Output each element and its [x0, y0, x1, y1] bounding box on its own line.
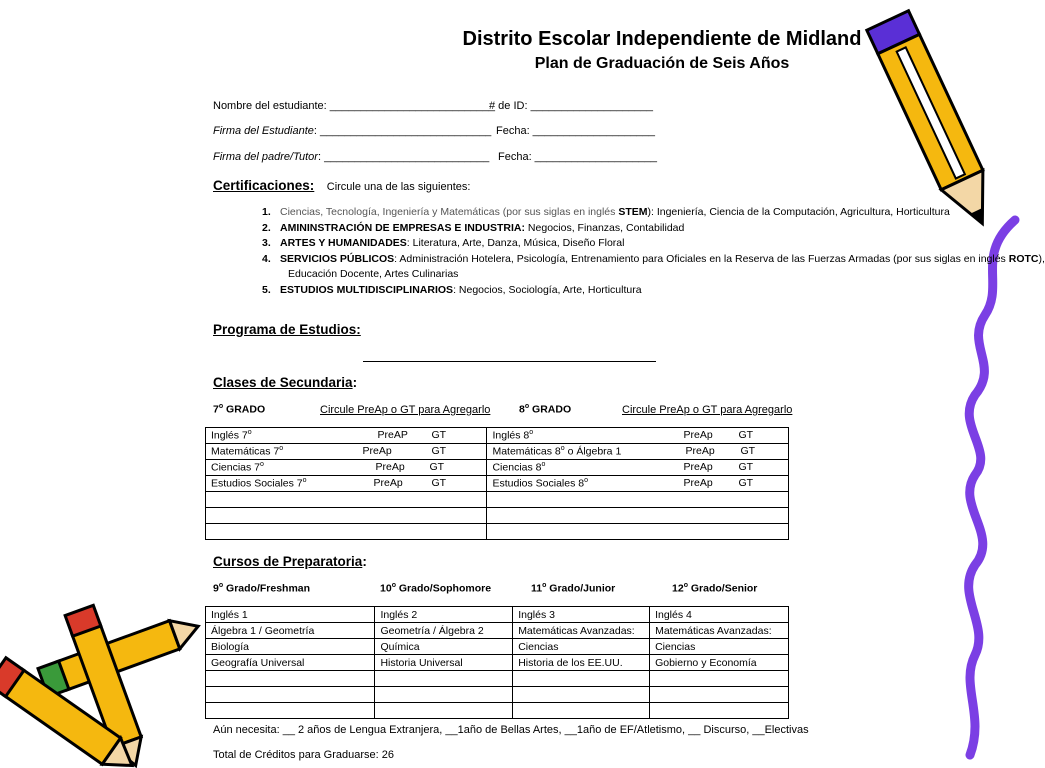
table-cell[interactable]	[206, 687, 375, 703]
table-cell[interactable]: Ciencias	[513, 639, 650, 655]
parent-sig-line: : ___________________________	[317, 151, 490, 163]
certification-item-3[interactable]: 3. ARTES Y HUMANIDADES: Literatura, Arte, Danza, Música, Diseño Floral	[262, 237, 625, 249]
table-row	[206, 428, 789, 444]
table-row	[206, 492, 789, 508]
table-row	[206, 460, 789, 476]
parent-signature-field[interactable]	[213, 151, 489, 163]
table-cell[interactable]: Inglés 3	[513, 607, 650, 623]
table-cell[interactable]: Gobierno y Economía	[650, 655, 789, 671]
table-cell[interactable]: Geografía Universal	[206, 655, 375, 671]
table-cell[interactable]	[650, 671, 789, 687]
table-cell[interactable]: Química	[375, 639, 513, 655]
certifications-header	[213, 177, 470, 195]
table-cell[interactable]: Inglés 1	[206, 607, 375, 623]
table-cell[interactable]: Ciencias 8$^o$ PreAp GT	[487, 460, 789, 476]
table-cell[interactable]: Álgebra 1 / Geometría	[206, 623, 375, 639]
date-field-1[interactable]: Fecha: ____________________	[496, 125, 656, 137]
crossed-pencils-icon	[0, 600, 210, 768]
table-cell[interactable]	[206, 703, 375, 719]
certifications-instruction: Circule una de las siguientes:	[326, 181, 471, 193]
still-needs-line: Aún necesita: __ 2 años de Lengua Extranjera, __1año de Bellas Artes, __1año de EF/Atletismo, __ Discurso, __Electivas	[213, 724, 809, 736]
table-cell[interactable]	[487, 508, 789, 524]
parent-sig-label: Firma del padre/Tutor	[213, 151, 318, 163]
total-credits: Total de Créditos para Graduarse: 26	[213, 749, 394, 761]
table-row	[206, 623, 789, 639]
table-cell[interactable]	[650, 687, 789, 703]
table-cell[interactable]	[375, 671, 513, 687]
student-sig-line: : ____________________________	[313, 125, 492, 137]
table-row	[206, 639, 789, 655]
program-input-line[interactable]	[363, 361, 656, 362]
certification-item-2[interactable]: 2. AMININSTRACIÓN DE EMPRESAS E INDUSTRIA: Negocios, Finanzas, Contabilidad	[262, 221, 685, 234]
certification-item-1[interactable]: 1. Ciencias, Tecnología, Ingeniería y Matemáticas (por sus siglas en inglés STEM): Ingeniería, Ciencia de la Computación, Agricultura, Horticultura	[262, 206, 950, 218]
table-cell[interactable]: Matemáticas Avanzadas:	[513, 623, 650, 639]
table-cell[interactable]	[513, 671, 650, 687]
table-cell[interactable]	[375, 687, 513, 703]
table-row	[206, 476, 789, 492]
table-cell[interactable]	[513, 687, 650, 703]
program-heading: Programa de Estudios:	[213, 322, 361, 337]
circle-8-instruction: Circule PreAp o GT para Agregarlo	[622, 404, 793, 416]
table-cell[interactable]: Matemáticas 8$^o$ o Álgebra 1 PreAp GT	[487, 444, 789, 460]
grade-10-label: 10$^o$ Grado/Sophomore	[380, 582, 492, 595]
table-row	[206, 607, 789, 623]
secondary-table	[205, 427, 789, 540]
table-cell[interactable]: Estudios Sociales 8$^o$ PreAp GT	[487, 476, 789, 492]
grade-7-label: 7$^o$ GRADO	[213, 403, 266, 416]
table-row	[206, 444, 789, 460]
certification-item-4[interactable]: 4. SERVICIOS PÚBLICOS: Administración Hotelera, Psicología, Entrenamiento para Oficiales en la Reserva de las Fuerzas Armadas (por sus siglas en inglés ROTC),	[262, 252, 1045, 265]
table-row	[206, 687, 789, 703]
table-cell[interactable]	[375, 703, 513, 719]
table-cell[interactable]: Estudios Sociales 7$^o$ PreAp GT	[206, 476, 487, 492]
table-row	[206, 524, 789, 540]
table-cell[interactable]: Matemáticas 7$^o$ PreAp GT	[206, 444, 487, 460]
table-cell[interactable]: Inglés 4	[650, 607, 789, 623]
table-cell[interactable]	[206, 508, 487, 524]
student-sig-label: Firma del Estudiante	[213, 125, 314, 137]
table-cell[interactable]	[650, 703, 789, 719]
high-school-table	[205, 606, 789, 719]
table-cell[interactable]	[206, 671, 375, 687]
secondary-header: Clases de Secundaria:	[213, 375, 358, 390]
table-cell[interactable]: Geometría / Álgebra 2	[375, 623, 513, 639]
table-cell[interactable]	[513, 703, 650, 719]
table-cell[interactable]: Historia Universal	[375, 655, 513, 671]
grade-12-label: 12$^o$ Grado/Senior	[672, 582, 758, 595]
table-row	[206, 703, 789, 719]
grade-9-label: 9$^o$ Grado/Freshman	[213, 582, 311, 595]
table-cell[interactable]: Ciencias 7$^o$ PreAp GT	[206, 460, 487, 476]
table-cell[interactable]: Matemáticas Avanzadas:	[650, 623, 789, 639]
table-cell[interactable]	[487, 492, 789, 508]
table-cell[interactable]: Inglés 2	[375, 607, 513, 623]
certifications-heading: Certificaciones:	[213, 178, 315, 193]
table-row	[206, 671, 789, 687]
date-field-2[interactable]: Fecha: ____________________	[498, 151, 658, 163]
table-cell[interactable]: Biología	[206, 639, 375, 655]
table-row	[206, 655, 789, 671]
student-name-field[interactable]: Nombre del estudiante: ___________________________	[213, 100, 495, 112]
grade-8-label: 8$^o$ GRADO	[519, 403, 572, 416]
certification-item-5[interactable]: 5. ESTUDIOS MULTIDISCIPLINARIOS: Negocios, Sociología, Arte, Horticultura	[262, 283, 642, 296]
grade-11-label: 11$^o$ Grado/Junior	[531, 582, 616, 595]
table-cell[interactable]: Inglés 7$^o$ PreAP GT	[206, 428, 487, 444]
certification-item-4-cont: Educación Docente, Artes Culinarias	[288, 268, 459, 280]
table-row	[206, 508, 789, 524]
table-cell[interactable]: Inglés 8$^o$ PreAp GT	[487, 428, 789, 444]
table-cell[interactable]	[206, 492, 487, 508]
table-cell[interactable]: Historia de los EE.UU.	[513, 655, 650, 671]
circle-7-instruction: Circule PreAp o GT para Agregarlo	[320, 404, 491, 416]
certifications-list	[262, 205, 1045, 298]
page-title: Distrito Escolar Independiente de Midland	[462, 28, 862, 50]
id-field[interactable]: # de ID: ____________________	[489, 100, 653, 112]
high-school-header: Cursos de Preparatoria:	[213, 554, 367, 569]
table-cell[interactable]: Ciencias	[650, 639, 789, 655]
page-subtitle: Plan de Graduación de Seis Años	[534, 55, 790, 72]
student-signature-field[interactable]	[213, 125, 491, 137]
table-cell[interactable]	[487, 524, 789, 540]
table-cell[interactable]	[206, 524, 487, 540]
